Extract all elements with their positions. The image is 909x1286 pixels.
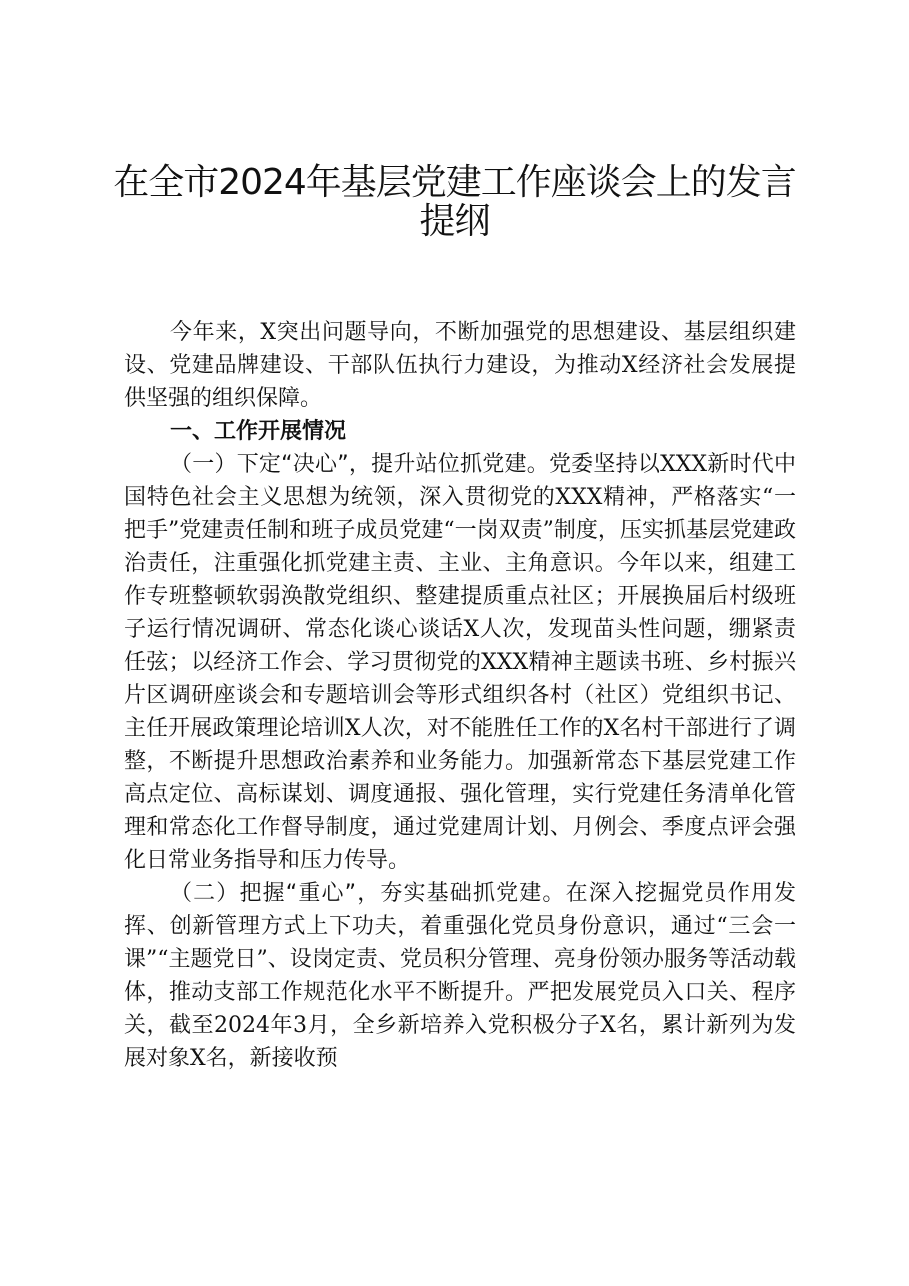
document-title-line-2: 提纲: [419, 201, 490, 242]
document-body: [124, 316, 796, 1075]
subsection-2-paragraph: [124, 877, 796, 1075]
document-title-line-1: 在全市2024年基层党建工作座谈会上的发言: [113, 162, 796, 203]
subsection-2-body: 在深入挖掘党员作用发挥、创新管理方式上下功夫，着重强化党员身份意识，通过“三会一课”“主题党日”、设岗定责、党员积分管理、亮身份领办服务等活动载体，推动支部工作规范化水平不断提升。严把发展党员入口关、程序关，截至2024年3月，全乡新培养入党积极分子X名，累计新列为发展对象X名，新接收预: [124, 881, 796, 1071]
intro-paragraph: 今年来，X突出问题导向，不断加强党的思想建设、基层组织建设、党建品牌建设、干部队伍执行力建设，为推动X经济社会发展提供坚强的组织保障。: [124, 320, 796, 411]
subsection-1-paragraph: [124, 448, 796, 877]
section-heading-1: 一、工作开展情况: [170, 419, 347, 444]
subsection-1-body: 党委坚持以XXX新时代中国特色社会主义思想为统领，深入贯彻党的XXX精神，严格落实“一把手”党建责任制和班子成员党建“一岗双责”制度，压实抓基层党建政治责任，注重强化抓党建主责、主业、主角意识。今年以来，组建工作专班整顿软弱涣散党组织、整建提质重点社区；开展换届后村级班子运行情况调研、常态化谈心谈话X人次，发现苗头性问题，绷紧责任弦；以经济工作会、学习贯彻党的XXX精神主题读书班、乡村振兴片区调研座谈会和专题培训会等形式组织各村（社区）党组织书记、主任开展政策理论培训X人次，对不能胜任工作的X名村干部进行了调整，不断提升思想政治素养和业务能力。加强新常态下基层党建工作高点定位、高标谋划、调度通报、强化管理，实行党建任务清单化管理和常态化工作督导制度，通过党建周计划、月例会、季度点评会强化日常业务指导和压力传导。: [124, 452, 796, 873]
subsection-1-lead: （一）下定“决心”，提升站位抓党建。: [170, 452, 549, 477]
subsection-2-lead: （二）把握“重心”，夯实基础抓党建。: [170, 881, 566, 906]
